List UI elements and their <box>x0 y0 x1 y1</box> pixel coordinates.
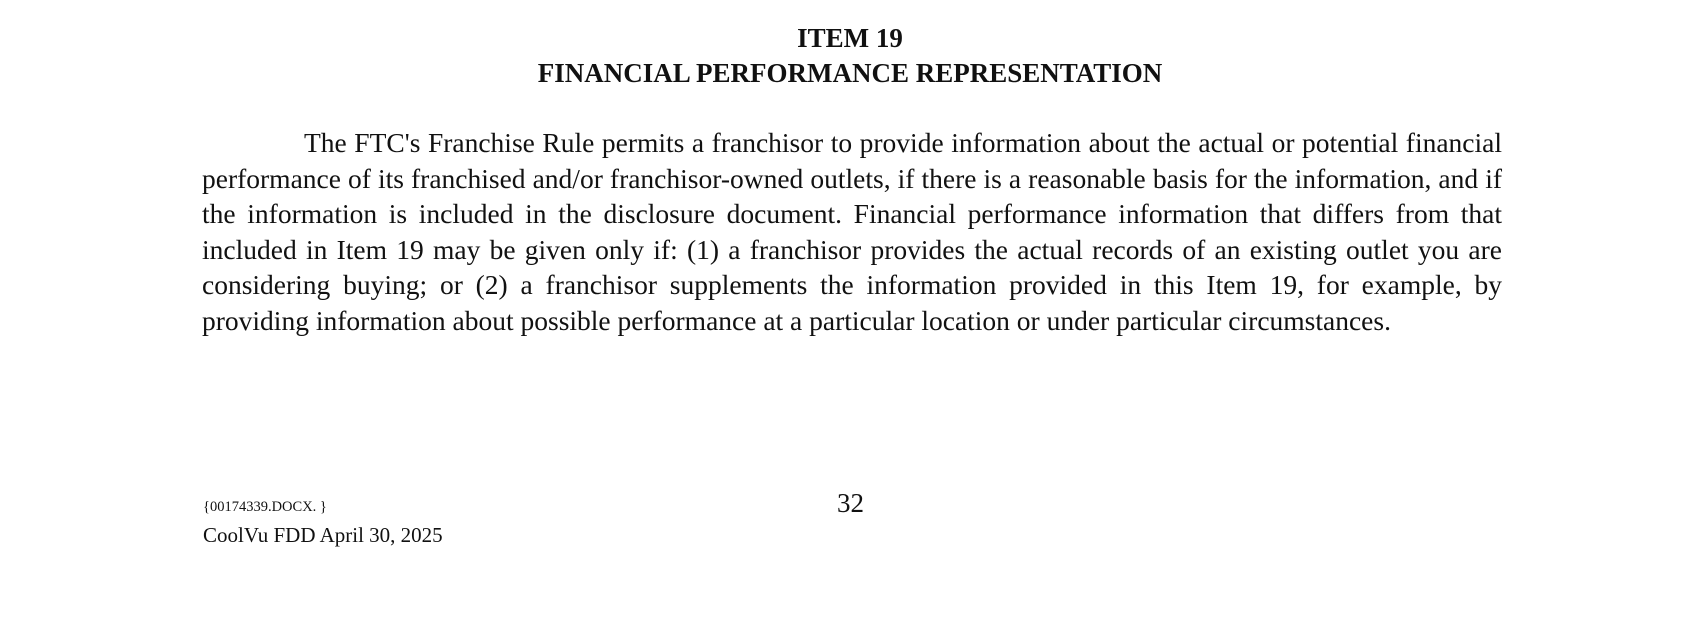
document-footer-label: CoolVu FDD April 30, 2025 <box>203 523 443 547</box>
document-id: {00174339.DOCX. } <box>203 499 327 515</box>
section-title-heading <box>0 56 1700 91</box>
item-number-heading <box>0 21 1700 56</box>
section-heading <box>0 21 1700 91</box>
item-number-text: ITEM 19 <box>797 23 903 53</box>
page-number: 32 <box>837 488 864 518</box>
section-title-text: FINANCIAL PERFORMANCE REPRESENTATION <box>537 58 1163 88</box>
body-paragraph: The FTC's Franchise Rule permits a franchisor to provide information about the actual or potential financial performance of its franchised and/or franchisor-owned outlets, if there is a reasonable basis for the information, and if the information is included in the disclosure document. Financial performance information that differs from that included in Item 19 may be given only if: (1) a franchisor provides the actual records of an existing outlet you are considering buying; or (2) a franchisor supplements the information provided in this Item 19, for example, by providing information about possible performance at a particular location or under particular circumstances. <box>202 127 1502 336</box>
